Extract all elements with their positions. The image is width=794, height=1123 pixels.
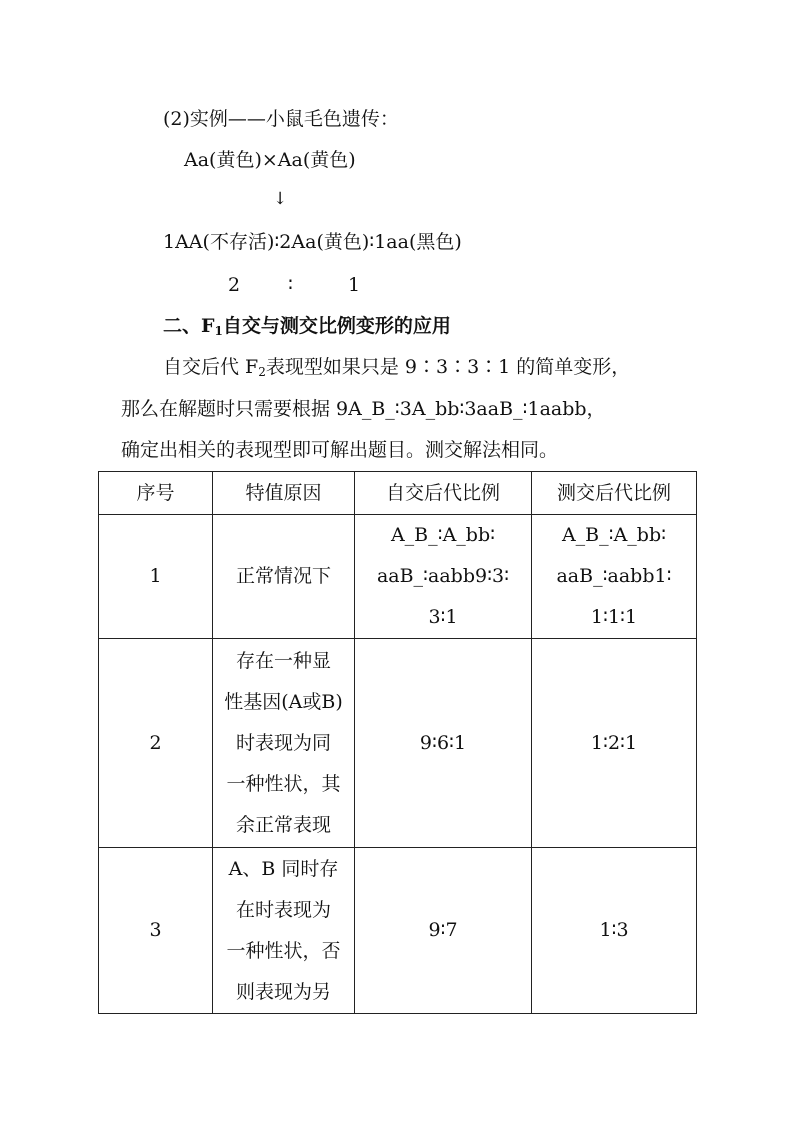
ratio-separator: ∶ xyxy=(288,274,293,296)
row-no: 1 xyxy=(99,515,213,639)
down-arrow-icon: ↓ xyxy=(273,189,288,209)
header-selfing: 自交后代比例 xyxy=(355,472,532,515)
row-reason: A、B 同时存 在时表现为 一种性状，否 则表现为另 xyxy=(213,848,355,1014)
table-header-row xyxy=(99,472,697,515)
paragraph-line-2: 那么在解题时只需要根据 9A_B_∶3A_bb∶3aaB_∶1aabb， xyxy=(121,398,606,420)
row-reason: 存在一种显 性基因(A或B) 时表现为同 一种性状，其 余正常表现 xyxy=(213,639,355,848)
row-testcross-ratio: 1∶2∶1 xyxy=(532,639,697,848)
table-row xyxy=(99,639,697,848)
cross-equation: Aa(黄色)×Aa(黄色) xyxy=(184,149,356,171)
row-selfing-ratio: 9∶7 xyxy=(355,848,532,1014)
row-testcross-ratio: 1∶3 xyxy=(532,848,697,1014)
row-selfing-ratio: 9∶6∶1 xyxy=(355,639,532,848)
ratio-left: 2 xyxy=(228,274,241,296)
ratio-right: 1 xyxy=(348,274,361,296)
table-row xyxy=(99,515,697,639)
header-reason: 特值原因 xyxy=(213,472,355,515)
header-no: 序号 xyxy=(99,472,213,515)
paragraph-line-1: 自交后代 $F_2$表现型如果只是 9∶3∶3∶1 的简单变形， xyxy=(163,356,631,379)
table-row xyxy=(99,848,697,1014)
row-testcross-ratio: A_B_∶A_bb∶ aaB_∶aabb1∶ 1∶1∶1 xyxy=(532,515,697,639)
row-reason: 正常情况下 xyxy=(213,515,355,639)
section-title: 二、$F_1$自交与测交比例变形的应用 xyxy=(163,315,451,338)
offspring-result: 1AA(不存活)∶2Aa(黄色)∶1aa(黑色) xyxy=(163,231,462,253)
row-no: 2 xyxy=(99,639,213,848)
paragraph-line-3: 确定出相关的表现型即可解出题目。测交解法相同。 xyxy=(121,439,559,461)
header-testcross: 测交后代比例 xyxy=(532,472,697,515)
ratio-table xyxy=(98,471,697,1014)
example-heading: (2)实例——小鼠毛色遗传： xyxy=(163,108,399,130)
row-selfing-ratio: A_B_∶A_bb∶ aaB_∶aabb9∶3∶ 3∶1 xyxy=(355,515,532,639)
row-no: 3 xyxy=(99,848,213,1014)
